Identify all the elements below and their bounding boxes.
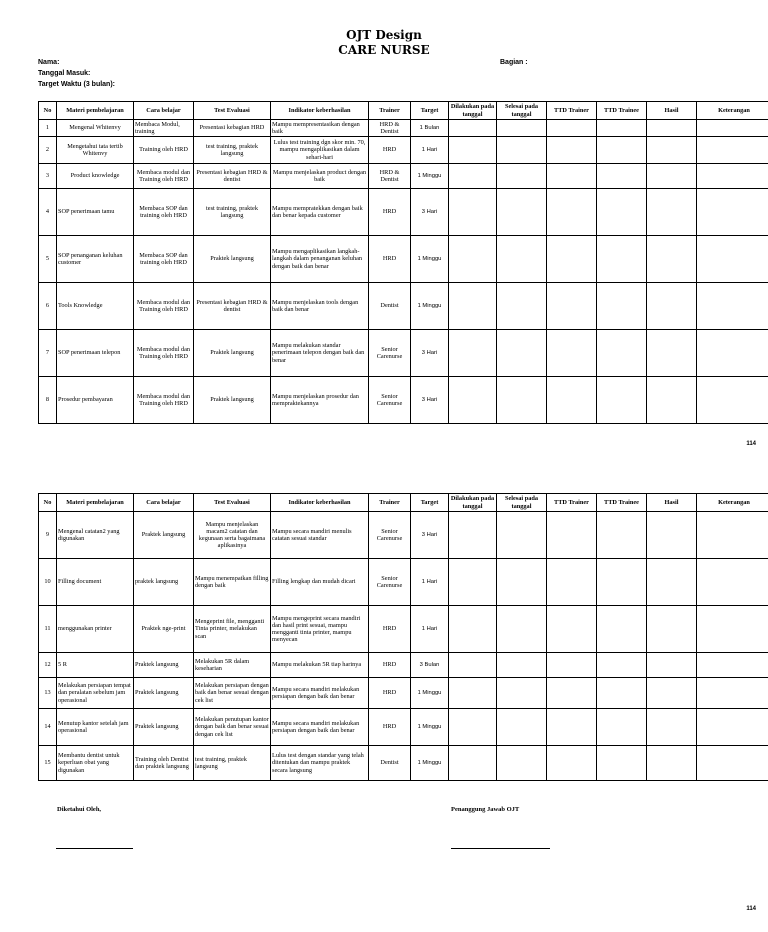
cell-target: 1 Hari [411,606,449,653]
cell-empty[interactable] [497,330,547,377]
cell-test: test training, praktek langsung [194,189,271,236]
ojt-table-1 [38,101,768,424]
cell-target: 1 Minggu [411,236,449,283]
cell-empty[interactable] [449,709,497,746]
nama-label: Nama: [38,59,60,66]
cell-empty[interactable] [697,137,768,164]
cell-empty[interactable] [449,120,497,137]
cell-indikator: Mampu melakukan standar penerimaan telepon dengan baik dan benar [271,330,369,377]
cell-test: Presentasi kebagian HRD & dentist [194,164,271,189]
cell-empty[interactable] [449,137,497,164]
cell-empty[interactable] [647,189,697,236]
cell-indikator: Lulus test training dgn skor min. 70, mampu mengaplikasikan dalam sehari-hari [271,137,369,164]
bagian-label: Bagian : [500,59,528,66]
cell-empty[interactable] [497,746,547,781]
cell-indikator: Filling lengkap dan mudah dicari [271,559,369,606]
cell-target: 1 Minggu [411,746,449,781]
cell-empty[interactable] [547,120,597,137]
cell-indikator: Mampu secara mandiri melakukan persiapan dengan baik dan benar [271,709,369,746]
cell-empty[interactable] [697,709,768,746]
cell-empty[interactable] [449,283,497,330]
cell-empty[interactable] [597,164,647,189]
table-row [39,746,768,781]
cell-empty[interactable] [647,120,697,137]
cell-target: 3 Hari [411,512,449,559]
table-row [39,283,768,330]
column-header: Hasil [647,494,697,512]
table-header-row [39,102,768,120]
column-header: TTD Trainer [547,102,597,120]
page-number-2: 114 [746,906,756,912]
cell-empty[interactable] [497,120,547,137]
column-header: Test Evaluasi [194,494,271,512]
cell-empty[interactable] [547,606,597,653]
column-header: Indikator keberhasilan [271,102,369,120]
cell-empty[interactable] [597,137,647,164]
cell-no: 1 [39,120,57,137]
cell-empty[interactable] [497,164,547,189]
cell-no: 4 [39,189,57,236]
cell-materi: SOP penerimaan telepon [57,330,134,377]
cell-empty[interactable] [597,236,647,283]
cell-cara: Membaca modul dan Training oleh HRD [134,330,194,377]
cell-empty[interactable] [547,512,597,559]
cell-cara: Membaca Modul, training [134,120,194,137]
column-header: TTD Trainee [597,494,647,512]
cell-empty[interactable] [597,512,647,559]
cell-empty[interactable] [697,678,768,709]
column-header: Cara belajar [134,102,194,120]
cell-empty[interactable] [597,653,647,678]
diketahui-label: Diketahui Oleh, [57,806,102,813]
cell-test: test training, praktek langsung [194,746,271,781]
cell-empty[interactable] [647,746,697,781]
column-header: Dilakukan pada tanggal [449,494,497,512]
cell-cara: Praktek nge-print [134,606,194,653]
table-row [39,653,768,678]
cell-empty[interactable] [697,120,768,137]
cell-no: 2 [39,137,57,164]
column-header: No [39,102,57,120]
column-header: Trainer [369,102,411,120]
cell-trainer: HRD [369,189,411,236]
document-subtitle: CARE NURSE [338,43,430,57]
cell-empty[interactable] [547,653,597,678]
cell-empty[interactable] [497,236,547,283]
cell-empty[interactable] [449,330,497,377]
cell-materi: Mengenal Whitenvy [57,120,134,137]
cell-test: Melakukan penutupan kantor dengan baik dan benar sesuai dengan cek list [194,709,271,746]
cell-empty[interactable] [697,653,768,678]
table-row [39,377,768,424]
column-header: Test Evaluasi [194,102,271,120]
cell-indikator: Mampu melakukan 5R tiap harinya [271,653,369,678]
column-header: Indikator keberhasilan [271,494,369,512]
cell-empty[interactable] [497,189,547,236]
column-header: Hasil [647,102,697,120]
cell-empty[interactable] [497,512,547,559]
cell-empty[interactable] [697,746,768,781]
cell-empty[interactable] [647,236,697,283]
cell-indikator: Mampu secara mandiri menulis catatan sesuai standar [271,512,369,559]
cell-materi: menggunakan printer [57,606,134,653]
cell-empty[interactable] [597,709,647,746]
table-row [39,512,768,559]
cell-trainer: HRD [369,137,411,164]
table-row [39,559,768,606]
cell-empty[interactable] [497,709,547,746]
cell-test: Mampu menjelaskan macam2 catatan dan kegunaan serta bagaimana aplikasinya [194,512,271,559]
cell-no: 7 [39,330,57,377]
cell-empty[interactable] [697,512,768,559]
cell-empty[interactable] [547,377,597,424]
cell-no: 14 [39,709,57,746]
cell-empty[interactable] [497,678,547,709]
cell-no: 9 [39,512,57,559]
cell-trainer: HRD [369,606,411,653]
document-title: OJT Design [346,28,422,42]
cell-empty[interactable] [449,678,497,709]
cell-trainer: HRD [369,653,411,678]
table-row [39,330,768,377]
column-header: Keterangan [697,102,768,120]
cell-empty[interactable] [547,164,597,189]
table-row [39,678,768,709]
cell-empty[interactable] [697,606,768,653]
cell-empty[interactable] [597,189,647,236]
cell-empty[interactable] [697,236,768,283]
cell-empty[interactable] [647,678,697,709]
cell-target: 3 Hari [411,377,449,424]
cell-cara: Membaca modul dan Training oleh HRD [134,164,194,189]
cell-empty[interactable] [647,606,697,653]
cell-empty[interactable] [597,330,647,377]
cell-no: 8 [39,377,57,424]
table-row [39,137,768,164]
cell-empty[interactable] [647,377,697,424]
cell-cara: Membaca modul dan Training oleh HRD [134,283,194,330]
cell-empty[interactable] [449,164,497,189]
cell-target: 1 Minggu [411,283,449,330]
signature-line-left [56,848,133,849]
cell-indikator: Mampu mempresentasikan dengan baik [271,120,369,137]
cell-empty[interactable] [547,559,597,606]
cell-no: 12 [39,653,57,678]
cell-empty[interactable] [647,164,697,189]
column-header: Cara belajar [134,494,194,512]
cell-cara: Training oleh HRD [134,137,194,164]
table-row [39,120,768,137]
cell-trainer: Senior Carenurse [369,559,411,606]
cell-indikator: Mampu menjelaskan product dengan baik [271,164,369,189]
cell-target: 3 Bulan [411,653,449,678]
cell-empty[interactable] [647,283,697,330]
cell-test: Presentasi kebagian HRD [194,120,271,137]
cell-empty[interactable] [449,512,497,559]
ojt-table-2 [38,493,768,781]
cell-target: 1 Minggu [411,164,449,189]
signature-line-right [451,848,550,849]
cell-cara: Praktek langsung [134,709,194,746]
table-row [39,189,768,236]
cell-empty[interactable] [597,559,647,606]
cell-empty[interactable] [597,746,647,781]
cell-target: 1 Bulan [411,120,449,137]
cell-empty[interactable] [449,189,497,236]
cell-empty[interactable] [497,283,547,330]
cell-target: 1 Hari [411,559,449,606]
cell-no: 15 [39,746,57,781]
cell-indikator: Mampu menjelaskan tools dengan baik dan benar [271,283,369,330]
table-row [39,236,768,283]
cell-empty[interactable] [647,330,697,377]
cell-indikator: Mampu mempratekkan dengan baik dan benar kepada customer [271,189,369,236]
column-header: No [39,494,57,512]
table-row [39,164,768,189]
column-header: Materi pembelajaran [57,494,134,512]
cell-target: 3 Hari [411,189,449,236]
cell-target: 1 Hari [411,137,449,164]
cell-target: 1 Minggu [411,678,449,709]
page-number: 114 [746,441,756,447]
tanggal-masuk-label: Tanggal Masuk: [38,70,91,77]
cell-materi: Mengetahui tata tertib Whitenvy [57,137,134,164]
cell-cara: Praktek langsung [134,512,194,559]
cell-empty[interactable] [597,606,647,653]
cell-cara: praktek langsung [134,559,194,606]
cell-no: 3 [39,164,57,189]
cell-empty[interactable] [449,606,497,653]
cell-empty[interactable] [647,653,697,678]
cell-empty[interactable] [449,653,497,678]
penanggung-jawab-label: Penanggung Jawab OJT [451,806,520,813]
cell-materi: Product knowledge [57,164,134,189]
cell-empty[interactable] [597,678,647,709]
table-row [39,709,768,746]
cell-empty[interactable] [547,709,597,746]
cell-empty[interactable] [697,283,768,330]
cell-materi: SOP penanganan keluhan customer [57,236,134,283]
cell-cara: Training oleh Dentist dan praktek langsung [134,746,194,781]
column-header: TTD Trainee [597,102,647,120]
cell-empty[interactable] [497,559,547,606]
cell-test: Mengeprint file, mengganti Tinta printer, melakukan scan [194,606,271,653]
cell-no: 13 [39,678,57,709]
cell-indikator: Mampu secara mandiri melakukan persiapan dengan baik dan benar [271,678,369,709]
cell-trainer: HRD [369,678,411,709]
cell-trainer: HRD & Dentist [369,164,411,189]
cell-empty[interactable] [547,330,597,377]
cell-empty[interactable] [647,137,697,164]
cell-trainer: Senior Carenurse [369,330,411,377]
cell-empty[interactable] [697,164,768,189]
cell-indikator: Mampu mengeprint secara mandiri dan hasil print sesuai, mampu mengganti tinta printer, mampu menyecan [271,606,369,653]
cell-empty[interactable] [497,377,547,424]
cell-trainer: Senior Carenurse [369,512,411,559]
cell-materi: Prosedur pembayaran [57,377,134,424]
cell-empty[interactable] [647,559,697,606]
cell-no: 5 [39,236,57,283]
cell-test: Melakukan persiapan dengan baik dan benar sesuai dengan cek list [194,678,271,709]
cell-empty[interactable] [597,283,647,330]
column-header: Trainer [369,494,411,512]
cell-empty[interactable] [547,137,597,164]
cell-trainer: HRD [369,709,411,746]
cell-empty[interactable] [449,377,497,424]
cell-test: Melakukan 5R dalam keseharian [194,653,271,678]
cell-no: 6 [39,283,57,330]
cell-trainer: Dentist [369,283,411,330]
cell-empty[interactable] [449,559,497,606]
cell-materi: SOP penerimaan tamu [57,189,134,236]
cell-empty[interactable] [697,189,768,236]
cell-trainer: Dentist [369,746,411,781]
cell-indikator: Mampu mengaplikasikan langkah-langkah dalam penanganan keluhan dengan baik dan benar [271,236,369,283]
cell-materi: Melakukan persiapan tempat dan peralatan sebelum jam operasional [57,678,134,709]
cell-materi: Mengenal catatan2 yang digunakan [57,512,134,559]
column-header: Target [411,494,449,512]
cell-test: Praktek langsung [194,377,271,424]
cell-empty[interactable] [449,746,497,781]
cell-cara: Membaca modul dan Training oleh HRD [134,377,194,424]
cell-test: Praktek langsung [194,330,271,377]
cell-indikator: Lulus test dengan standar yang telah ditentukan dan mampu praktek secara langsung [271,746,369,781]
cell-empty[interactable] [449,236,497,283]
cell-no: 10 [39,559,57,606]
cell-test: Mampu menempatkan filling dengan baik [194,559,271,606]
cell-materi: 5 R [57,653,134,678]
cell-cara: Membaca SOP dan training oleh HRD [134,236,194,283]
table-row [39,606,768,653]
column-header: Materi pembelajaran [57,102,134,120]
cell-indikator: Mampu menjelaskan prosedur dan mempraktekannya [271,377,369,424]
cell-empty[interactable] [697,330,768,377]
cell-no: 11 [39,606,57,653]
table-header-row [39,494,768,512]
cell-empty[interactable] [547,236,597,283]
cell-test: test training, praktek langsung [194,137,271,164]
cell-cara: Membaca SOP dan training oleh HRD [134,189,194,236]
column-header: Target [411,102,449,120]
cell-trainer: Senior Carenurse [369,377,411,424]
column-header: TTD Trainer [547,494,597,512]
cell-empty[interactable] [647,512,697,559]
cell-empty[interactable] [547,746,597,781]
cell-empty[interactable] [497,137,547,164]
cell-target: 3 Hari [411,330,449,377]
column-header: Keterangan [697,494,768,512]
cell-materi: Membantu dentist untuk keperluan obat yang digunakan [57,746,134,781]
column-header: Dilakukan pada tanggal [449,102,497,120]
cell-empty[interactable] [547,189,597,236]
column-header: Selesai pada tanggal [497,102,547,120]
cell-cara: Praktek langsung [134,678,194,709]
target-waktu-label: Target Waktu (3 bulan): [38,81,115,88]
cell-cara: Praktek langsung [134,653,194,678]
cell-test: Presentasi kebagian HRD & dentist [194,283,271,330]
cell-materi: Tools Knowledge [57,283,134,330]
cell-empty[interactable] [497,606,547,653]
cell-target: 1 Minggu [411,709,449,746]
cell-empty[interactable] [697,559,768,606]
column-header: Selesai pada tanggal [497,494,547,512]
cell-materi: Filling document [57,559,134,606]
cell-empty[interactable] [647,709,697,746]
cell-empty[interactable] [597,120,647,137]
cell-empty[interactable] [497,653,547,678]
cell-materi: Menutup kantor setelah jam operasional [57,709,134,746]
cell-trainer: HRD [369,236,411,283]
cell-empty[interactable] [597,377,647,424]
cell-empty[interactable] [697,377,768,424]
cell-empty[interactable] [547,678,597,709]
cell-empty[interactable] [547,283,597,330]
cell-trainer: HRD & Dentist [369,120,411,137]
cell-test: Praktek langsung [194,236,271,283]
